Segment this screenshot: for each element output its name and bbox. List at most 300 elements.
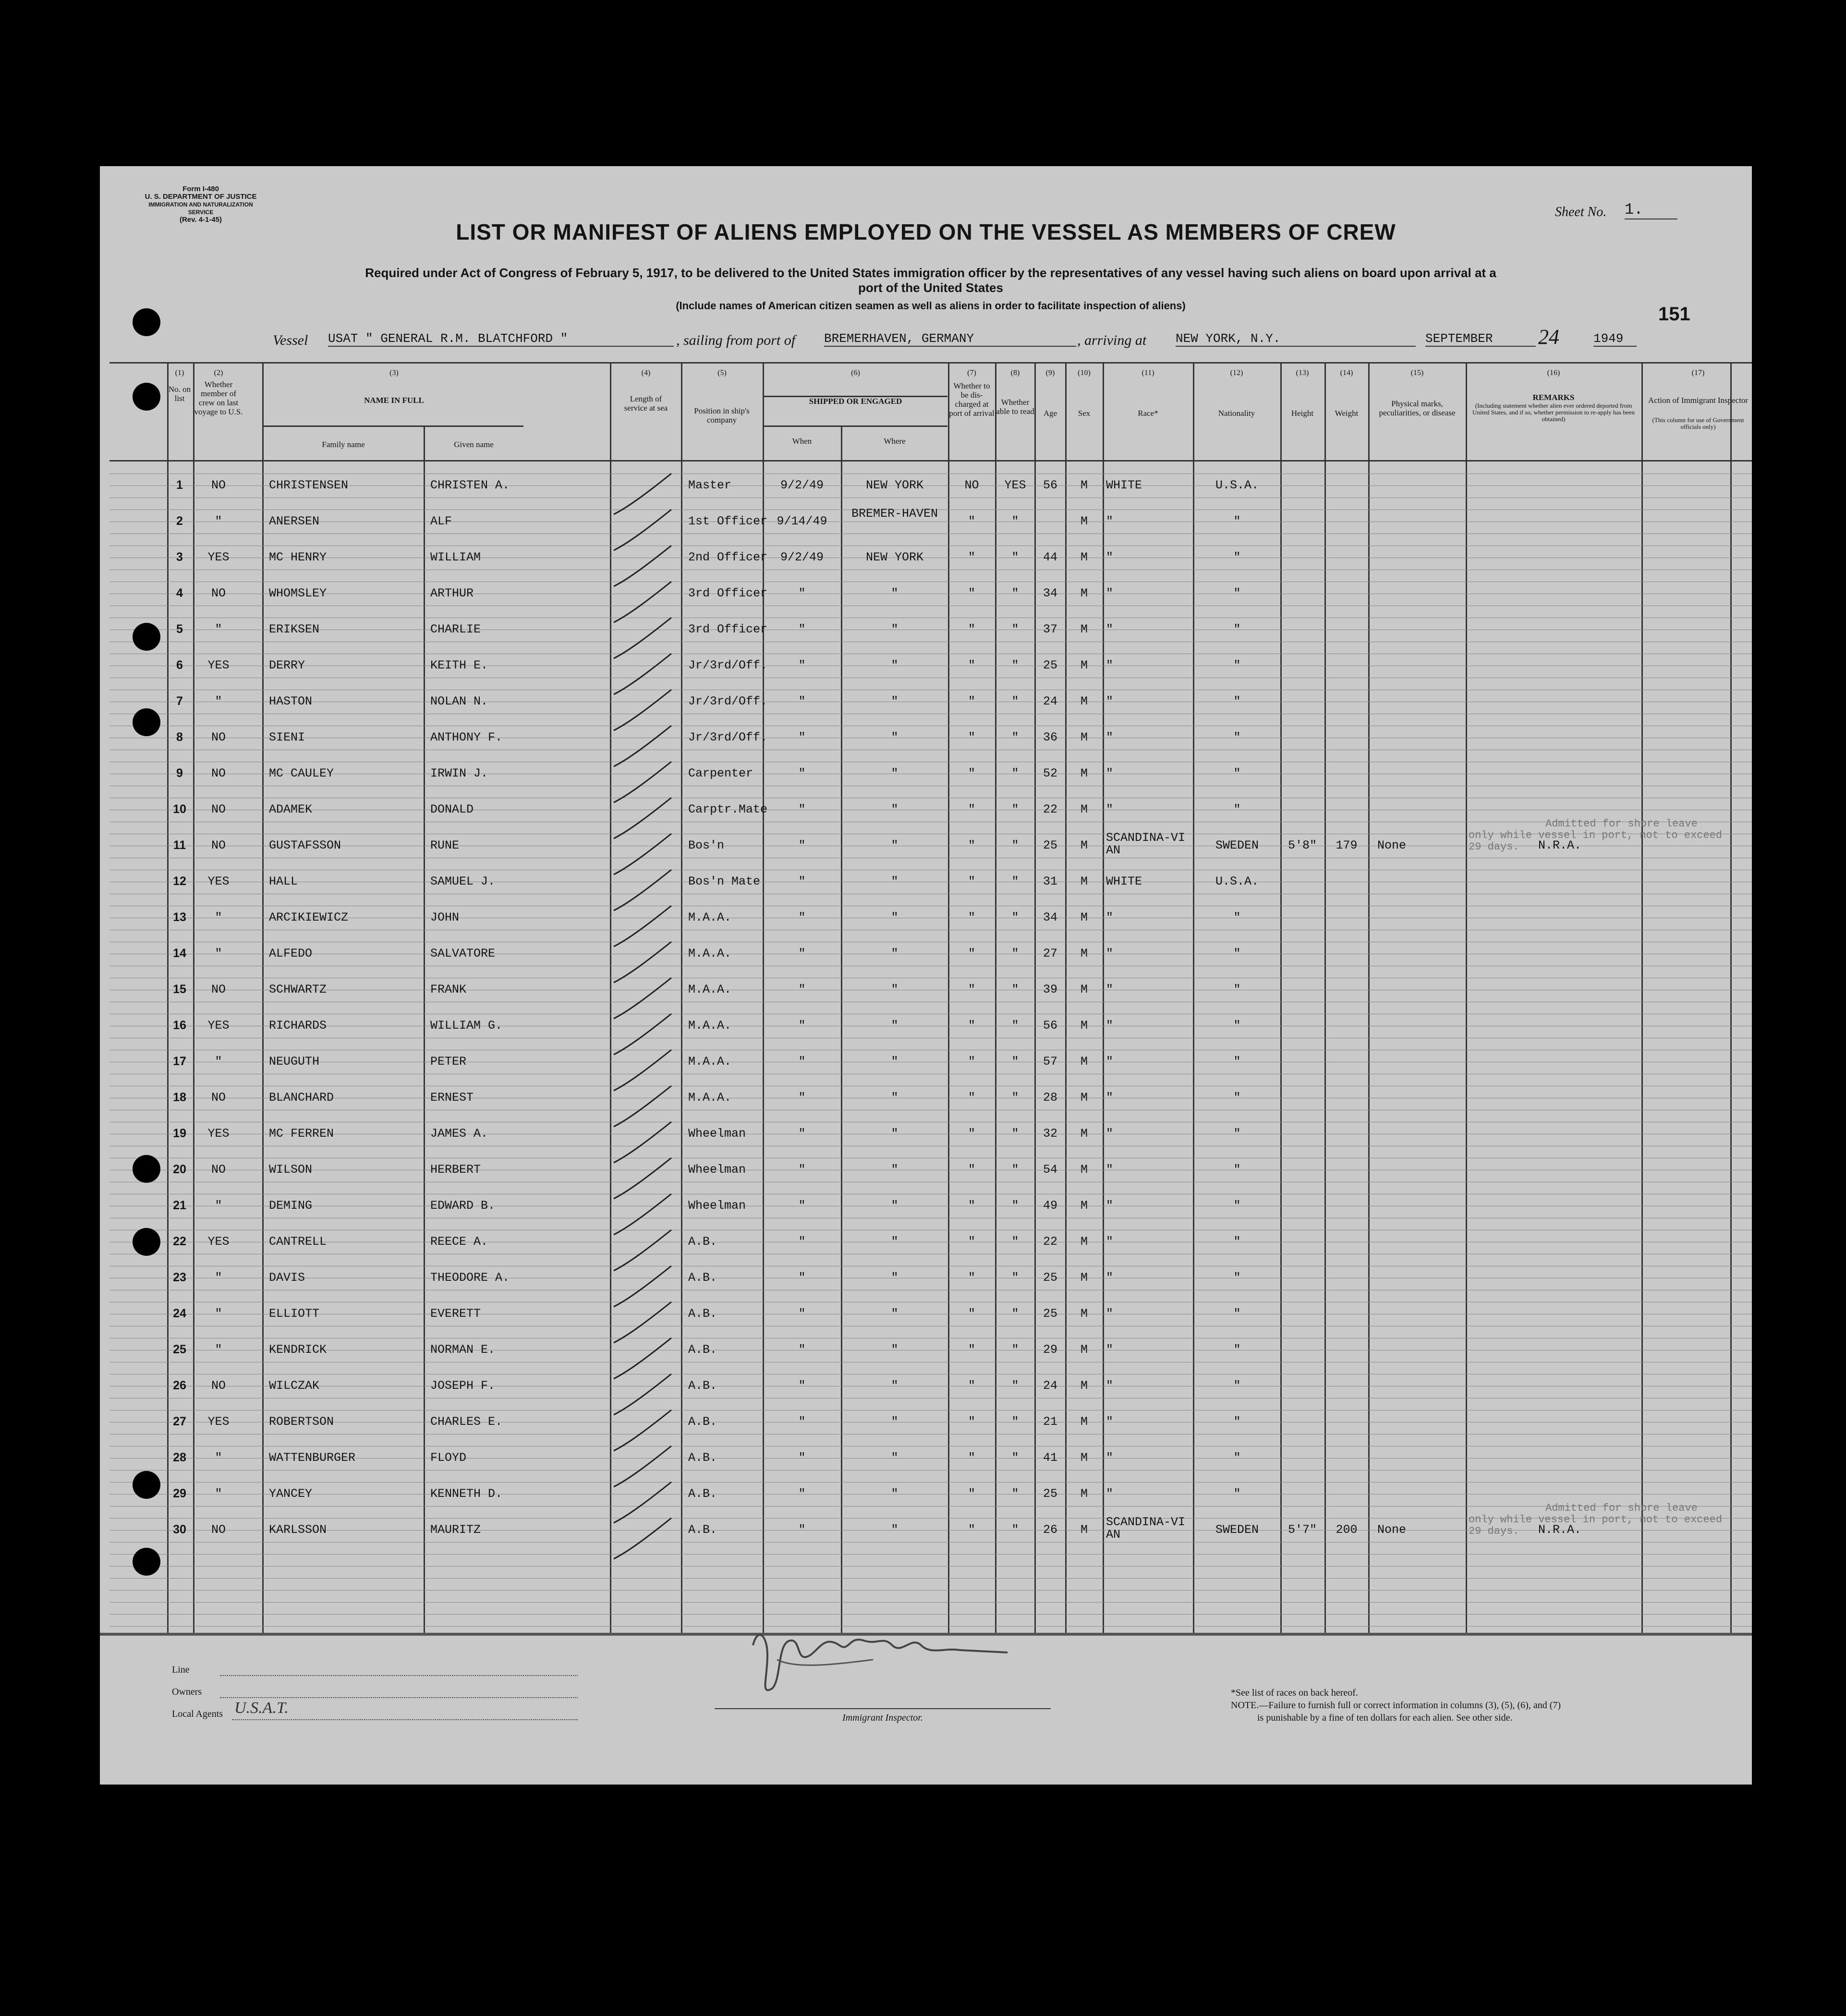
sex: M [1080,478,1088,492]
position: M.A.A. [688,947,732,960]
shipped-when: " [798,622,806,636]
able-to-read: " [1011,1271,1019,1285]
able-to-read: " [1011,658,1019,672]
able-to-read: " [1011,1019,1019,1032]
position: A.B. [688,1307,717,1321]
row-number: 21 [173,1199,186,1212]
age: 25 [1043,658,1057,672]
row-number: 28 [173,1451,186,1464]
given-name: NOLAN N. [430,694,488,708]
owners-label: Owners [172,1687,202,1697]
discharged: " [968,622,975,636]
col10-header: Sex [1078,409,1091,418]
service-slash [614,906,671,947]
nationality: " [1233,1091,1241,1105]
col6-number: (6) [851,369,860,377]
able-to-read: " [1011,838,1019,852]
given-name: ARTHUR [430,586,474,600]
position: Wheelman [688,1127,746,1141]
race: " [1106,1379,1114,1393]
col6-header: SHIPPED OR ENGAGED [809,397,902,406]
family-name: SCHWARTZ [269,983,327,996]
position: 2nd Officer [688,550,768,564]
table-top-border [109,362,1752,364]
col3-number: (3) [389,369,399,377]
agents-value: U.S.A.T. [234,1699,289,1717]
nationality: " [1233,1487,1241,1501]
sex: M [1080,658,1088,672]
sex: M [1080,983,1088,996]
row-number: 3 [176,550,183,564]
col7-header: Whether to be dis-charged at port of arrival [949,381,995,418]
remarks-text: Admitted for shore leave only while vessel in port, not to exceed 29 days. [1469,818,1723,853]
previous-voyage: " [215,911,222,924]
able-to-read: " [1011,802,1019,816]
row-number: 8 [176,730,183,744]
age: 56 [1043,1019,1057,1032]
row-number: 9 [176,766,183,780]
service-slash [614,1014,671,1055]
age: 31 [1043,874,1057,888]
physical-marks: None [1377,838,1407,852]
page-title: LIST OR MANIFEST OF ALIENS EMPLOYED ON THE VESSEL AS MEMBERS OF CREW [456,219,1396,244]
age: 34 [1043,586,1057,600]
service-slash [614,978,671,1019]
given-name: SAMUEL J. [430,874,496,888]
discharged: " [968,514,975,528]
shipped-when: " [798,1523,806,1537]
nationality: " [1233,1199,1241,1213]
able-to-read: " [1011,947,1019,960]
row-number: 25 [173,1343,186,1356]
family-name: WILSON [269,1163,313,1177]
race: " [1106,586,1114,600]
remarks-code: N.R.A. [1538,1523,1582,1537]
shipped-when: 9/2/49 [780,478,824,492]
shipped-where: " [891,1415,899,1429]
sex: M [1080,1451,1088,1465]
col9-number: (9) [1045,369,1055,377]
inspector-signature [739,1607,1027,1703]
arrival-month: SEPTEMBER [1425,331,1536,347]
sex: M [1080,1055,1088,1069]
row-number: 16 [173,1019,186,1032]
shipped-where: " [891,802,899,816]
age: 25 [1043,1271,1057,1285]
age: 34 [1043,911,1057,924]
given-name: MAURITZ [430,1523,481,1537]
col11-header: Race* [1138,409,1158,418]
discharged: " [968,694,975,708]
nationality: " [1233,983,1241,996]
arrival-day: 24 [1538,325,1559,349]
age: 32 [1043,1127,1057,1141]
position: M.A.A. [688,1019,732,1032]
col16-number: (16) [1547,369,1560,377]
age: 28 [1043,1091,1057,1105]
shipped-when: " [798,911,806,924]
discharged: " [968,1379,975,1393]
shipped-where: " [891,1127,899,1141]
discharged: " [968,911,975,924]
age: 54 [1043,1163,1057,1177]
race: " [1106,911,1114,924]
row-number: 19 [173,1127,186,1140]
previous-voyage: YES [207,1235,230,1249]
sheet-number-value: 1. [1625,201,1677,219]
discharged: " [968,658,975,672]
col14-header: Weight [1335,409,1359,418]
race: " [1106,802,1114,816]
shipped-when: " [798,1307,806,1321]
discharged: " [968,1451,975,1465]
service-slash [614,546,671,586]
row-number: 5 [176,622,183,636]
age: 36 [1043,730,1057,744]
ruled-line [109,1578,1752,1579]
race: " [1106,766,1114,780]
sex: M [1080,730,1088,744]
shipped-when: " [798,766,806,780]
previous-voyage: " [215,514,222,528]
previous-voyage: " [215,622,222,636]
discharged: " [968,1127,975,1141]
inspector-signature-line [715,1708,1051,1709]
family-name: SIENI [269,730,305,744]
given-name: RUNE [430,838,460,852]
service-slash [614,1266,671,1307]
family-name: ADAMEK [269,802,313,816]
shipped-where: " [891,1343,899,1357]
race: " [1106,1451,1114,1465]
given-name: FRANK [430,983,467,996]
family-name: YANCEY [269,1487,313,1501]
sheet-number-label: Sheet No. [1555,205,1607,219]
row-number: 24 [173,1307,186,1320]
position: A.B. [688,1235,717,1249]
race: " [1106,1091,1114,1105]
race: " [1106,1271,1114,1285]
column-divider [1368,362,1370,1633]
row-number: 17 [173,1055,186,1068]
age: 25 [1043,1307,1057,1321]
race: WHITE [1106,874,1142,888]
previous-voyage: NO [211,838,226,852]
nationality: " [1233,802,1241,816]
sex: M [1080,622,1088,636]
discharged: " [968,1271,975,1285]
position: Jr/3rd/Off. [688,730,768,744]
nationality: " [1233,1415,1241,1429]
shipped-where: " [891,838,899,852]
service-slash [614,870,671,911]
previous-voyage: " [215,1451,222,1465]
previous-voyage: NO [211,478,226,492]
shipped-sub-line [763,425,947,427]
col2-number: (2) [214,369,223,377]
row-number: 20 [173,1163,186,1176]
port-from: BREMERHAVEN, GERMANY [824,331,1076,347]
race: " [1106,550,1114,564]
sex: M [1080,514,1088,528]
shipped-where: " [891,1199,899,1213]
position: M.A.A. [688,911,732,924]
service-slash [614,510,671,550]
shipped-when: " [798,1091,806,1105]
col8-number: (8) [1010,369,1020,377]
position: A.B. [688,1523,717,1537]
given-name: WILLIAM G. [430,1019,503,1032]
able-to-read: " [1011,550,1019,564]
discharged: " [968,1415,975,1429]
given-name: EVERETT [430,1307,481,1321]
previous-voyage: NO [211,983,226,996]
able-to-read: " [1011,1055,1019,1069]
line-field [220,1675,578,1676]
age: 26 [1043,1523,1057,1537]
sailing-label: , sailing from port of [676,332,796,348]
given-name: JAMES A. [430,1127,488,1141]
previous-voyage: " [215,1055,222,1069]
discharged: " [968,586,975,600]
service-slash [614,1482,671,1523]
service-slash [614,726,671,766]
given-name: SALVATORE [430,947,496,960]
race: " [1106,1415,1114,1429]
subtitle-line-1: Required under Act of Congress of February 5, 1917, to be delivered to the United States immigration officer by the representatives of any vessel having such aliens on board upon arrival at a [365,266,1496,280]
punch-hole [133,1155,160,1183]
row-number: 4 [176,586,183,600]
able-to-read: " [1011,1415,1019,1429]
shipped-where: " [891,1091,899,1105]
nationality: " [1233,586,1241,600]
shipped-when: " [798,1379,806,1393]
age: 39 [1043,983,1057,996]
nationality: " [1233,1055,1241,1069]
position: Bos'n [688,838,725,852]
col3-family-header: Family name [322,440,365,449]
shipped-when: " [798,1451,806,1465]
page-stamp-number: 151 [1658,304,1690,325]
col3-header: NAME IN FULL [364,396,424,405]
shipped-when: " [798,1415,806,1429]
able-to-read: " [1011,514,1019,528]
given-name: IRWIN J. [430,766,488,780]
previous-voyage: NO [211,1163,226,1177]
family-name: ROBERTSON [269,1415,334,1429]
column-divider [1280,362,1282,1633]
position: A.B. [688,1487,717,1501]
previous-voyage: NO [211,730,226,744]
service-slash [614,1338,671,1379]
col17-header: Action of Immigrant Inspector [1648,396,1749,405]
col7-number: (7) [967,369,976,377]
service-slash [614,1374,671,1415]
race: " [1106,1019,1114,1032]
able-to-read: " [1011,1127,1019,1141]
age: 49 [1043,1199,1057,1213]
age: 44 [1043,550,1057,564]
shipped-where: " [891,874,899,888]
note-fine: is punishable by a fine of ten dollars for each alien. See other side. [1257,1712,1513,1723]
age: 52 [1043,766,1057,780]
discharged: " [968,1343,975,1357]
service-slash [614,1410,671,1451]
punch-hole [133,1548,160,1576]
col13-number: (13) [1296,369,1309,377]
age: 25 [1043,1487,1057,1501]
able-to-read: " [1011,874,1019,888]
shipped-when: " [798,1127,806,1141]
discharged: " [968,838,975,852]
vessel-label: Vessel [273,332,308,348]
arriving-label: , arriving at [1077,332,1147,348]
col6-where-header: Where [884,437,906,446]
shipped-where: " [891,1019,899,1032]
col13-header: Height [1291,409,1314,418]
given-name: WILLIAM [430,550,481,564]
shipped-when: " [798,586,806,600]
given-name: EDWARD B. [430,1199,496,1213]
sex: M [1080,1199,1088,1213]
agents-field [232,1719,578,1720]
able-to-read: " [1011,911,1019,924]
col16-subheader: (Including statement whether alien ever ordered deported from United States, and if so, whether permission to re-apply has been obtained) [1472,402,1635,423]
column-divider [1641,362,1643,1633]
shipped-when: " [798,1163,806,1177]
weight: 200 [1336,1523,1358,1537]
previous-voyage: " [215,947,222,960]
service-slash [614,1518,671,1559]
able-to-read: " [1011,1451,1019,1465]
sex: M [1080,838,1088,852]
remarks-text: Admitted for shore leave only while vessel in port, not to exceed 29 days. [1469,1502,1723,1537]
family-name: ALFEDO [269,947,313,960]
sex: M [1080,1523,1088,1537]
age: 57 [1043,1055,1057,1069]
service-slash [614,582,671,622]
row-number: 14 [173,947,186,960]
family-name: MC FERREN [269,1127,334,1141]
shipped-when: 9/2/49 [780,550,824,564]
family-name: GUSTAFSSON [269,838,341,852]
nationality: " [1233,1379,1241,1393]
ruled-line [109,1554,1752,1555]
nationality: SWEDEN [1215,838,1259,852]
form-id-block [143,185,258,224]
age: 37 [1043,622,1057,636]
given-name: JOSEPH F. [430,1379,496,1393]
service-slash [614,1230,671,1271]
discharged: " [968,983,975,996]
sex: M [1080,802,1088,816]
row-number: 29 [173,1487,186,1500]
age: 25 [1043,838,1057,852]
nationality: " [1233,911,1241,924]
subtitle-line-2: port of the United States [858,280,1003,295]
able-to-read: " [1011,1199,1019,1213]
previous-voyage: NO [211,1091,226,1105]
given-name: ANTHONY F. [430,730,503,744]
shipped-where: " [891,694,899,708]
race: " [1106,1343,1114,1357]
given-name: DONALD [430,802,474,816]
service-slash [614,762,671,802]
punch-hole [133,383,160,411]
sex: M [1080,1415,1088,1429]
age: 24 [1043,694,1057,708]
col5-number: (5) [717,369,727,377]
able-to-read: " [1011,1235,1019,1249]
discharged: " [968,874,975,888]
col12-header: Nationality [1218,409,1255,418]
row-number: 30 [173,1523,186,1536]
previous-voyage: NO [211,766,226,780]
service-slash-marks [609,454,686,1616]
sex: M [1080,694,1088,708]
col10-number: (10) [1078,369,1091,377]
given-name: CHARLIE [430,622,481,636]
shipped-where: " [891,911,899,924]
shipped-where: " [891,586,899,600]
family-name: DEMING [269,1199,313,1213]
ruled-line [109,1602,1752,1603]
sex: M [1080,1271,1088,1285]
shipped-where: " [891,1235,899,1249]
service-slash [614,1194,671,1235]
service-slash [614,1122,671,1163]
col1-header: No. on list [168,385,191,403]
shipped-where: " [891,1307,899,1321]
nationality: " [1233,1127,1241,1141]
race: WHITE [1106,478,1142,492]
col16-header: REMARKS [1532,393,1575,402]
nationality: " [1233,1163,1241,1177]
sex: M [1080,586,1088,600]
col3-given-header: Given name [454,440,494,449]
shipped-when: " [798,1199,806,1213]
shipped-when: " [798,838,806,852]
sex: M [1080,1235,1088,1249]
family-name: MC HENRY [269,550,327,564]
given-name: REECE A. [430,1235,488,1249]
discharged: " [968,947,975,960]
row-number: 18 [173,1091,186,1104]
subtitle-line-3: (Include names of American citizen seamen as well as aliens in order to facilitate inspection of aliens) [676,300,1186,312]
previous-voyage: NO [211,1523,226,1537]
position: Jr/3rd/Off. [688,658,768,672]
age: 29 [1043,1343,1057,1357]
shipped-when: " [798,1487,806,1501]
position: A.B. [688,1343,717,1357]
row-number: 15 [173,983,186,996]
race: " [1106,1199,1114,1213]
discharged: " [968,1199,975,1213]
shipped-where: " [891,622,899,636]
row-number: 7 [176,694,183,708]
race: SCANDINA-VIAN [1106,1515,1186,1542]
sex: M [1080,766,1088,780]
row-number: 12 [173,874,186,888]
family-name: MC CAULEY [269,766,334,780]
family-name: WATTENBURGER [269,1451,356,1465]
service-slash [614,798,671,838]
position: M.A.A. [688,1055,732,1069]
position: A.B. [688,1271,717,1285]
race: " [1106,1307,1114,1321]
punch-hole [133,1471,160,1499]
previous-voyage: YES [207,550,230,564]
